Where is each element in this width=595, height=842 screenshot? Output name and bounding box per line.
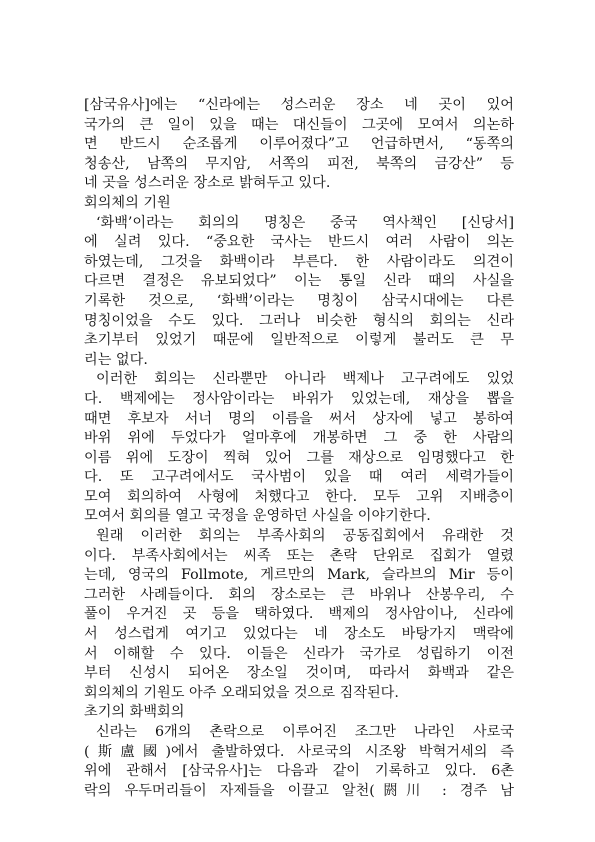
text-line: 다. 백제에는 정사암이라는 바위가 있었는데, 재상을 뽑을 [84, 390, 514, 407]
text-line: 때면 후보자 서너 명의 이름을 써서 상자에 넣고 봉하여 [84, 410, 514, 427]
text-line: 에 실려 있다. “중요한 국사는 반드시 여러 사람이 의논 [84, 234, 514, 251]
text-line: 다르면 결정은 유보되었다” 이는 통일 신라 때의 사실을 [84, 273, 514, 290]
text-line: 하였는데, 그것을 화백이라 부른다. 한 사람이라도 의견이 [84, 253, 514, 270]
text-line: 이러한 회의는 신라뿐만 아니라 백제나 고구려에도 있었 [96, 371, 514, 388]
text-line: 서 성스럽게 여기고 있었다는 네 장소도 바탕가지 맥락에 [84, 626, 514, 643]
text-line: 위에 관해서 [삼국유사]는 다음과 같이 기록하고 있다. 6촌 [84, 763, 514, 780]
text-line: 초기부터 있었기 때문에 일반적으로 이렇게 불러도 큰 무 [84, 332, 514, 349]
text-line: 명칭이었을 수도 있다. 그러나 비슷한 형식의 회의는 신라 [84, 312, 514, 329]
paragraph-tribal-origin [84, 527, 514, 703]
text-line: 락의 우두머리들이 자제들을 이끌고 알천(閼川 : 경주 남 [84, 782, 514, 799]
text-line: 청송산, 남쪽의 무지암, 서쪽의 피전, 북쪽의 금강산” 등 [84, 155, 514, 172]
paragraph-intro [84, 96, 514, 194]
text-line: 모여 회의하여 사형에 처했다고 한다. 모두 고위 지배층이 [84, 488, 514, 505]
text-line: 이다. 부족사회에서는 씨족 또는 촌락 단위로 집회가 열렸 [84, 547, 514, 564]
paragraph-saroguk [84, 723, 514, 801]
document-page [84, 96, 514, 801]
text-line: 바위 위에 두었다가 얼마후에 개봉하면 그 중 한 사람의 [84, 430, 514, 447]
text-line: 신라는 6개의 촌락으로 이루어진 조그만 나라인 사로국 [96, 724, 514, 740]
section-heading-origin: 회의체의 기원 [84, 194, 171, 211]
text-line: 회의체의 기원도 아주 오래되었을 것으로 짐작된다. [84, 684, 399, 701]
text-line: 그러한 사례들이다. 회의 장소로는 큰 바위나 산봉우리, 수 [84, 586, 514, 603]
paragraph-hwabaek-name [84, 214, 514, 371]
section-heading-early-hwabaek: 초기의 화백회의 [84, 704, 185, 721]
text-line: 풀이 우거진 곳 등을 택하였다. 백제의 정사암이나, 신라에 [84, 606, 514, 623]
text-line: 면 반드시 순조롭게 이루어졌다”고 언급하면서, “동쪽의 [84, 136, 514, 153]
paragraph-baekje-goguryeo [84, 370, 514, 527]
text-line: (斯盧國)에서 출발하였다. 사로국의 시조왕 박혁거세의 즉 [84, 743, 514, 760]
text-line: 네 곳을 성스러운 장소로 밝혀두고 있다. [84, 175, 331, 192]
text-line: 모여서 회의를 열고 국정을 운영하던 사실을 이야기한다. [84, 508, 431, 525]
text-line: 기록한 것으로, ‘화백’이라는 명칭이 삼국시대에는 다른 [84, 292, 514, 309]
text-line: 는데, 영국의 Follmote, 게르만의 Mark, 슬라브의 Mir 등이 [84, 567, 514, 584]
text-line: 원래 이러한 회의는 부족사회의 공동집회에서 유래한 것 [96, 528, 514, 545]
text-line: 부터 신성시 되어온 장소일 것이며, 따라서 화백과 같은 [84, 665, 514, 682]
text-line: 서 이해할 수 있다. 이들은 신라가 국가로 성립하기 이전 [84, 645, 514, 662]
text-line: [삼국유사]에는 “신라에는 성스러운 장소 네 곳이 있어 [84, 97, 514, 113]
text-line: 리는 없다. [84, 351, 148, 368]
text-line: 다. 또 고구려에서도 국사범이 있을 때 여러 세력가들이 [84, 469, 514, 486]
text-line: 국가의 큰 일이 있을 때는 대신들이 그곳에 모여서 의논하 [84, 116, 514, 133]
text-line: ‘화백’이라는 회의의 명칭은 중국 역사책인 [신당서] [96, 214, 514, 231]
text-line: 이름 위에 도장이 찍혀 있어 그를 재상으로 임명했다고 한 [84, 449, 514, 466]
